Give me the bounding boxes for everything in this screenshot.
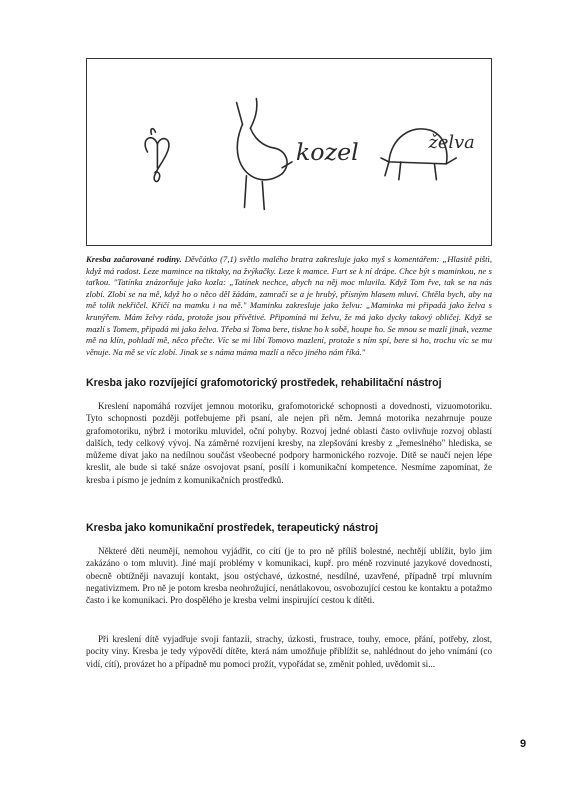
paragraph-grafomotor: Kreslení napomáhá rozvíjet jemnou motoriku, grafomotorické schopnosti a dovednosti, vizuomotoriku. Tyto schopnosti později potřebujeme při psaní, ale nejen při něm. Jemná motorika nezahrnuje pouze grafomotoriku, nýbrž i motoriku mluvidel, oční pohyby. Rozvoj jedné oblasti často ovlivňuje rozvoj oblastí dalších, tedy celkový vývoj. Na záměrné rozvíjení kresby, na zlepšování kresby z „řemeslného" hlediska, se můžeme dívat jako na nedílnou součást všeobecné podpory harmonického rozvoje. Dítě se naučí nejen lépe kreslit, ale bude si také snáze osvojovat psaní, posílí i komunikační kompetence. Nesmíme zapomínat, že kresba i písmo je jedním z komunikačních prostředků. [86, 401, 492, 485]
goat-drawing [237, 99, 292, 210]
sketch-label-turtle: želva [428, 132, 475, 154]
section-heading-grafomotor: Kresba jako rozvíjející grafomotorický prostředek, rehabilitační nástroj [86, 377, 442, 389]
paragraph-communication-2: Při kreslení dítě vyjadřuje svoji fantazii, strachy, úzkosti, frustrace, touhy, emoce, přání, potřeby, zlost, pocity viny. Kresba je tedy výpovědí dítěte, která nám umožňuje přiblížit se, nahlédnout do jeho vnímání (co vidí, cítí), provázet ho a případně mu pomoci prožít, vypořádat se, změnit pohled, uvědomit si... [86, 634, 492, 669]
sketch-label-goat: kozel [295, 137, 359, 166]
child-drawing-sketch [87, 59, 491, 245]
figure-caption [86, 254, 492, 358]
caption-lead: Kresba začarované rodiny. [86, 254, 182, 264]
caption-text: Děvčátko (7,1) světlo malého bratra zakresluje jako myš s komentářem: „Hlasitě pištì, když má radost. Leze mamince na tiktaky, na žvýkačky. Leze k mamce. Furt se k ní drápe. Chce být s maminkou, ne s taťkou. "Tatínka znázorňuje jako kozla: „Tatínek nechce, abych na něj moc mluvila. Když Tom řve, tak se na nás zlobí. Zlobí se na mě, když ho o něco děl žádám, zamračí se a je hrubý, přísným hlasem mluví. Chtěla bych, aby na mě tolik nekřičel. Křičí na mamku i na mě." Maminku zakresluje jako želvu: „Maminka mi připadá jako želva s krunýřem. Mám želvy ráda, protože jsou přívětivé. Připomíná mi želvu, že má jako dycky takový obličej. Když se mazlí s Tomem, připadá mi jako želva. Třeba si Toma bere, tiskne ho k sobě, houpe ho. Se mnou se mazlí jinak, vezme mě na klín, pohladí mě, něco přečte. Víc se mi líbí Tomovo mazlení, protože s ním spí, bere si ho, trochu víc se mu věnuje. Na mě se víc zlobí. Jinak se s náma máma mazlí a něco jiného nám říká." [86, 254, 492, 357]
mouse-drawing [145, 129, 169, 182]
figure-drawing [86, 58, 492, 246]
page-number: 9 [520, 738, 527, 750]
paragraph-communication-1: Některé děti neumějí, nemohou vyjádřit, co cítí (je to pro ně příliš bolestné, nechtějí ublížit, bylo jim zakázáno o tom mluvit). Jiné mají problémy v komunikaci, kupř. pro méně rozvinuté jazykové dovednosti, obecně obtížněji navazují kontakt, jsou ostýchavé, úzkostné, nesdílné, uzavřené, případně trpí mluvním negativizmem. Pro ně je potom kresba neohrožující, nenátlakovou, osvobozující cestou ke kontaktu a potažmo často i ke komunikaci. Pro dospělého je kresba velmi inspirující cestou k dítěti. [86, 546, 492, 606]
section-heading-communication: Kresba jako komunikační prostředek, terapeutický nástroj [86, 522, 379, 534]
